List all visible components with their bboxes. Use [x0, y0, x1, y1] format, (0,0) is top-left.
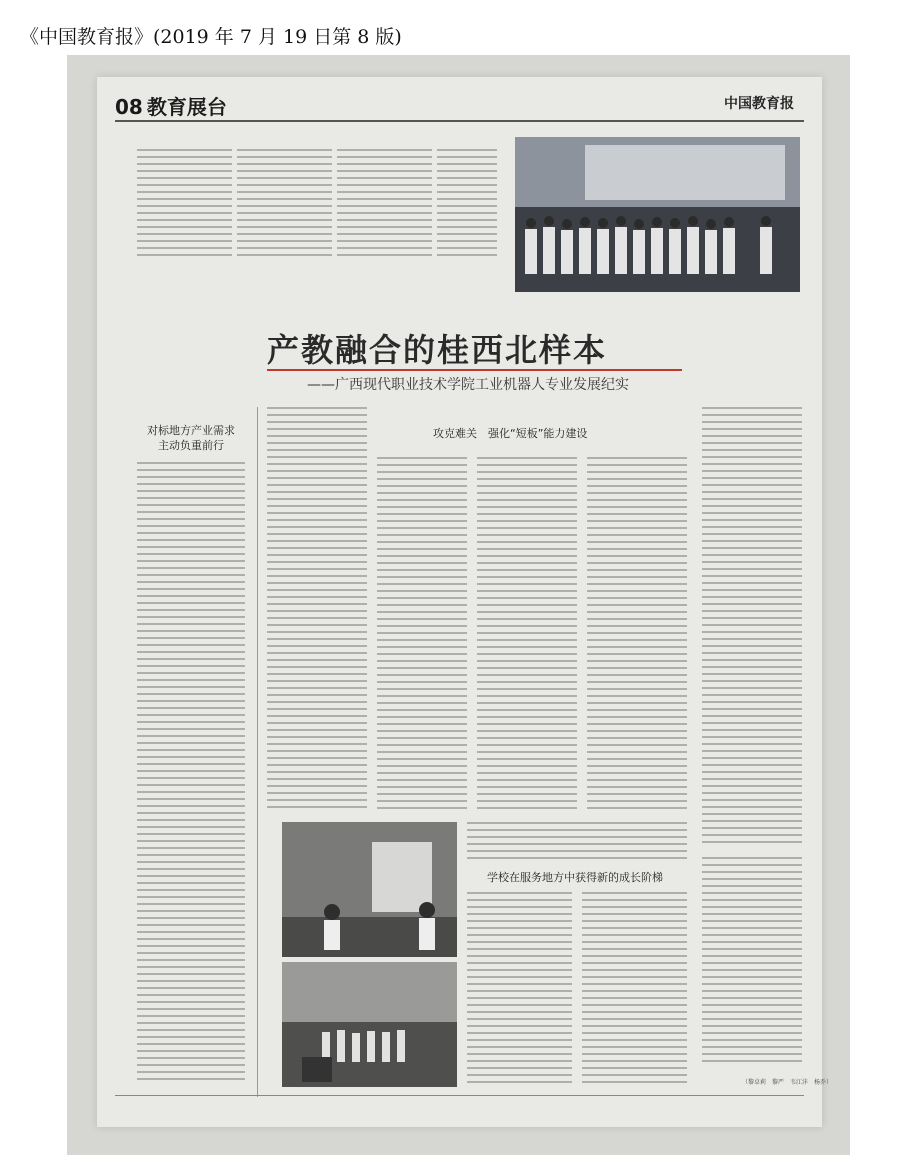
section-heading-2: 学校在服务地方中获得新的成长阶梯 [487, 871, 663, 884]
headline: 产教融合的桂西北样本 [267, 331, 608, 369]
page-header [115, 91, 227, 120]
page-number: 08 [115, 95, 143, 119]
bottom-text-col-1 [467, 892, 572, 1087]
document-caption: 《中国教育报》(2019 年 7 月 19 日第 8 版) [20, 26, 402, 48]
side-heading [131, 423, 251, 453]
section-name: 教育展台 [146, 95, 227, 119]
bottom-text-col-3 [702, 857, 802, 1067]
body-text-col-6 [467, 822, 687, 862]
newspaper-page [97, 77, 833, 1127]
body-text-col-1 [267, 407, 367, 812]
side-heading-line-1: 对标地方产业需求 [147, 424, 235, 437]
bottom-text-col-2 [582, 892, 687, 1087]
intro-text-col-2 [237, 149, 332, 259]
body-text-col-4 [587, 457, 687, 812]
workshop-photo-1-art [282, 822, 457, 957]
byline: （黎卓莉 黎严 韦江沣 杨乔） [742, 1079, 833, 1086]
masthead-logo: 中国教育报 [724, 96, 794, 112]
workshop-photo-2-art [282, 962, 457, 1087]
section-heading-1: 攻克难关 强化“短板”能力建设 [433, 427, 588, 440]
side-heading-line-2: 主动负重前行 [158, 439, 224, 452]
intro-text-col-3 [337, 149, 432, 259]
workshop-photo-1 [282, 822, 457, 957]
body-text-col-2 [377, 457, 467, 812]
workshop-photo-2 [282, 962, 457, 1087]
ceremony-photo [515, 137, 800, 292]
ceremony-photo-art [515, 137, 800, 292]
header-rule [115, 120, 804, 122]
newspaper-scan [67, 55, 850, 1155]
intro-text-col-1 [137, 149, 232, 259]
headline-subtitle: ——广西现代职业技术学院工业机器人专业发展纪实 [307, 377, 629, 393]
intro-text-col-4 [437, 149, 497, 259]
left-column-text [137, 462, 245, 1082]
body-text-col-3 [477, 457, 577, 812]
footer-rule [115, 1095, 804, 1096]
body-text-col-5 [702, 407, 802, 847]
headline-underline [267, 369, 682, 371]
column-divider [257, 407, 258, 1097]
